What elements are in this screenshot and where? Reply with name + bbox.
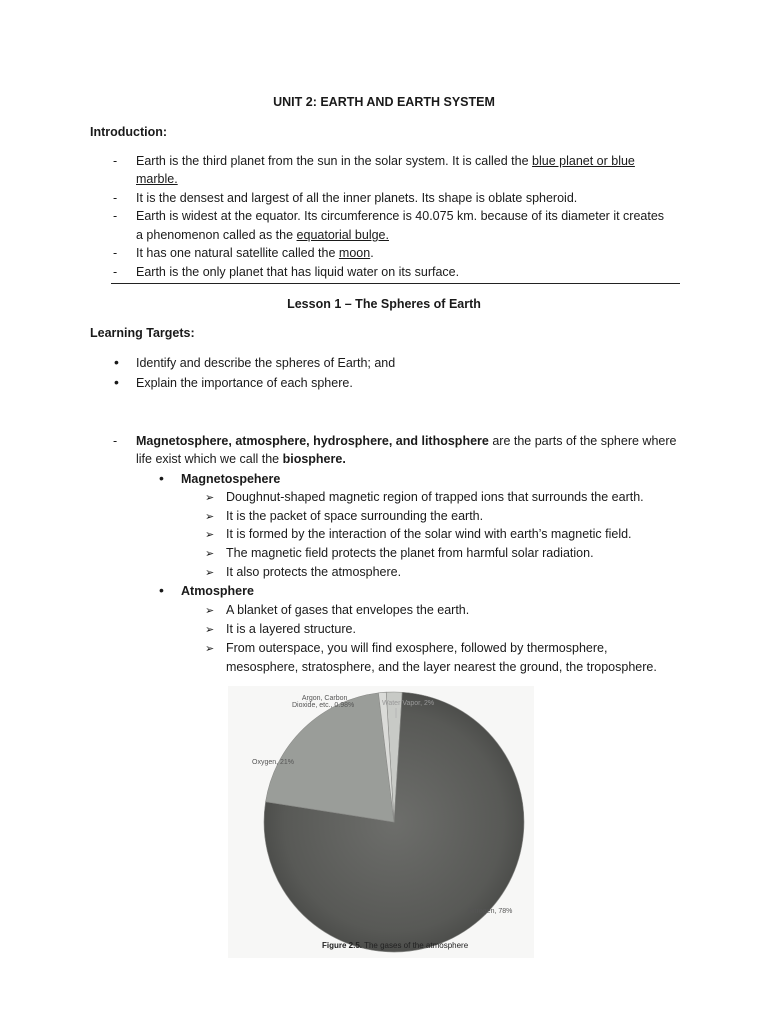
- figure-caption: [322, 941, 468, 950]
- oxygen-label: Oxygen, 21%: [252, 759, 295, 766]
- magnetosphere-item-3: It is formed by the interaction of the solar wind with earth’s magnetic field.: [226, 527, 632, 541]
- arrow-bullet-icon: ➢: [205, 624, 215, 636]
- horizontal-rule: [111, 283, 680, 284]
- dash-marker: -: [113, 246, 118, 260]
- arrow-bullet-icon: ➢: [205, 605, 215, 617]
- arrow-bullet-icon: ➢: [205, 548, 215, 560]
- equatorial-bulge-term: equatorial bulge.: [296, 228, 389, 242]
- spheres-line-1: [136, 434, 676, 448]
- dash-marker: -: [113, 265, 118, 279]
- intro-item-4-period: .: [370, 246, 374, 260]
- biosphere-term: biosphere.: [282, 452, 346, 466]
- arrow-bullet-icon: ➢: [205, 511, 215, 523]
- intro-item-1-line-1: [136, 154, 635, 168]
- learning-target-1: Identify and describe the spheres of Earth; and: [136, 356, 396, 370]
- intro-item-4-text: It has one natural satellite called the: [136, 246, 339, 260]
- arrow-bullet-icon: ➢: [205, 643, 215, 655]
- bullet-marker: •: [114, 374, 119, 390]
- moon-term: moon: [338, 246, 371, 260]
- bullet-marker: •: [114, 354, 119, 370]
- arrow-bullet-icon: ➢: [205, 492, 215, 504]
- intro-heading: Introduction:: [90, 125, 168, 139]
- intro-item-3-text: a phenomenon called as the: [136, 228, 297, 242]
- arrow-bullet-icon: ➢: [205, 567, 215, 579]
- dash-marker: -: [113, 434, 118, 448]
- atmosphere-item-3-line-1: From outerspace, you will find exosphere, followed by thermosphere,: [226, 641, 608, 655]
- atmosphere-gases-figure: [228, 686, 534, 958]
- learning-target-2: Explain the importance of each sphere.: [136, 376, 353, 390]
- magnetosphere-item-4: The magnetic field protects the planet from harmful solar radiation.: [226, 546, 594, 560]
- pie-chart: [228, 686, 534, 958]
- intro-item-1-text: Earth is the third planet from the sun in the solar system. It is called the: [136, 154, 533, 168]
- intro-item-3-line-1: Earth is widest at the equator. Its circumference is 40.075 km. because of its diameter it creates: [136, 209, 665, 223]
- magnetosphere-item-2: It is the packet of space surrounding the earth.: [226, 509, 484, 523]
- atmosphere-item-1: A blanket of gases that envelopes the earth.: [226, 603, 470, 617]
- magnetosphere-item-5: It also protects the atmosphere.: [226, 565, 402, 579]
- intro-item-4: [136, 246, 374, 260]
- dash-marker: -: [113, 154, 118, 168]
- argon-label-line-2: Dioxide, etc., 0.98%: [292, 702, 355, 709]
- argon-label-line-1: Argon, Carbon: [301, 695, 348, 702]
- spheres-list-bold: Magnetosphere, atmosphere, hydrosphere, and lithosphere: [136, 434, 489, 448]
- atmosphere-item-3-line-2: mesosphere, stratosphere, and the layer nearest the ground, the troposphere.: [226, 660, 657, 674]
- dash-marker: -: [113, 191, 118, 205]
- slice-oxygen: [266, 693, 394, 822]
- magnetosphere-heading: Magnetospehere: [181, 472, 281, 486]
- intro-item-2: It is the densest and largest of all the inner planets. Its shape is oblate spheroid.: [136, 191, 578, 205]
- argon-label: [292, 695, 354, 709]
- spheres-line-2: [136, 452, 346, 466]
- nitrogen-label: Nitrogen, 78%: [468, 908, 513, 915]
- intro-item-1-line-2: marble.: [136, 172, 178, 186]
- magnetosphere-item-1: Doughnut-shaped magnetic region of trapped ions that surrounds the earth.: [226, 490, 644, 504]
- figure-caption-text: The gases of the atmosphere: [362, 941, 469, 950]
- blue-planet-term: blue planet or blue: [532, 154, 635, 168]
- intro-item-5: Earth is the only planet that has liquid water on its surface.: [136, 265, 460, 279]
- lesson-title: Lesson 1 – The Spheres of Earth: [287, 297, 481, 311]
- figure-caption-number: Figure 2.5.: [322, 941, 363, 950]
- intro-item-3-line-2: [136, 228, 389, 242]
- atmosphere-heading: Atmosphere: [181, 584, 254, 598]
- bullet-marker: •: [159, 470, 164, 486]
- atmosphere-item-2: It is a layered structure.: [226, 622, 356, 636]
- water-vapor-label: Water Vapor, 2%: [382, 700, 435, 707]
- document-title: UNIT 2: EARTH AND EARTH SYSTEM: [273, 95, 495, 109]
- bullet-marker: •: [159, 582, 164, 598]
- dash-marker: -: [113, 209, 118, 223]
- spheres-line-2-text: life exist which we call the: [136, 452, 283, 466]
- learning-targets-heading: Learning Targets:: [90, 326, 195, 340]
- arrow-bullet-icon: ➢: [205, 529, 215, 541]
- spheres-line-1-text: are the parts of the sphere where: [488, 434, 677, 448]
